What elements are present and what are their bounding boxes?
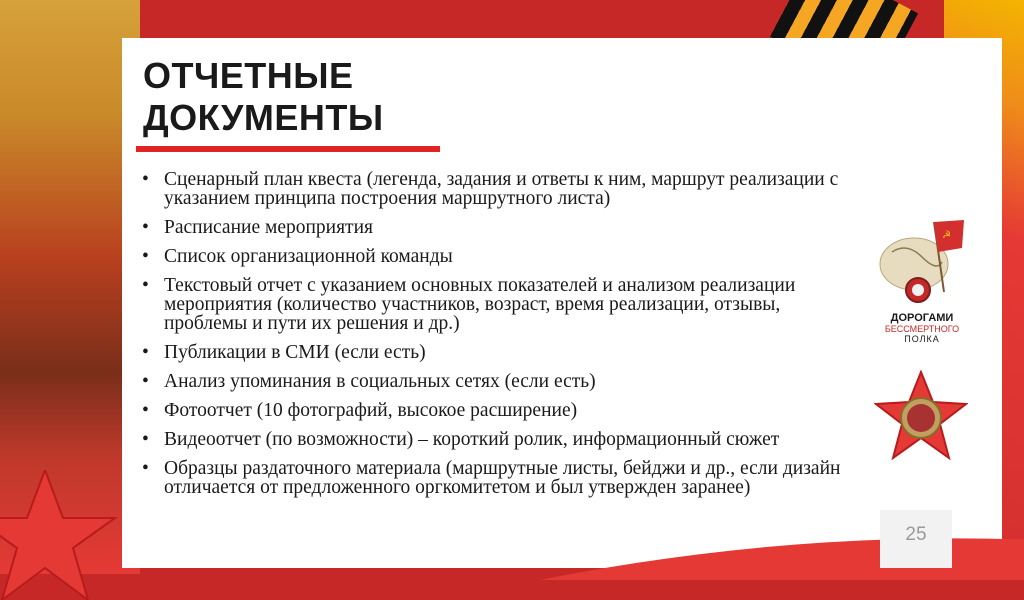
svg-text:☭: ☭ xyxy=(942,230,951,241)
title-line-1: ОТЧЕТНЫЕ xyxy=(143,55,354,96)
logo-line-3: ПОЛКА xyxy=(904,334,940,344)
list-item: • Сценарный план квеста (легенда, задания и ответы к ним, маршрут реализации с указанием принципа построения маршрутного листа) xyxy=(140,170,860,208)
red-star-badge-icon xyxy=(874,370,968,460)
page-number: 25 xyxy=(905,524,927,545)
list-item: • Список организационной команды xyxy=(140,247,860,266)
logo-caption xyxy=(872,312,972,344)
logo-line-1: ДОРОГАМИ xyxy=(890,312,954,324)
bullet-list xyxy=(140,170,860,507)
list-item: • Текстовый отчет с указанием основных показателей и анализом реализации мероприятия (количество участников, возраст, время реализации, отзывы, проблемы и пути их решения и др.) xyxy=(140,276,860,333)
list-item: • Публикации в СМИ (если есть) xyxy=(140,343,860,362)
list-item: • Расписание мероприятия xyxy=(140,218,860,237)
list-item: • Фотоотчет (10 фотографий, высокое расширение) xyxy=(140,401,860,420)
title-underline xyxy=(136,146,440,152)
list-item: • Видеоотчет (по возможности) – короткий ролик, информационный сюжет xyxy=(140,430,860,449)
red-star-decoration-icon xyxy=(0,470,120,600)
list-item: • Образцы раздаточного материала (маршрутные листы, бейджи и др., если дизайн отличается от предложенного оргкомитетом и был утвержден заранее) xyxy=(140,459,860,497)
list-item: • Анализ упоминания в социальных сетях (если есть) xyxy=(140,372,860,391)
logo-line-2: БЕССМЕРТНОГО xyxy=(884,324,960,334)
slide-title xyxy=(143,55,563,139)
compass-icon xyxy=(906,278,930,302)
title-line-2: ДОКУМЕНТЫ xyxy=(143,97,384,138)
